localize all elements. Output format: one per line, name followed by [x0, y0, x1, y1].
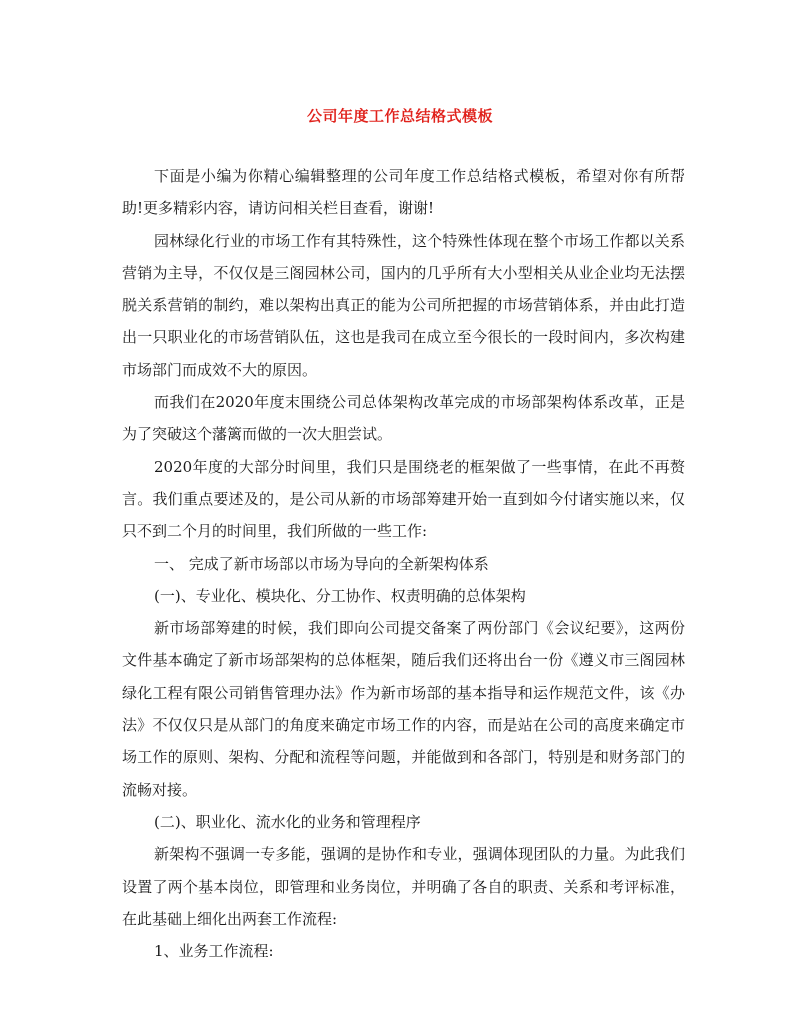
paragraph-positions: 新架构不强调一专多能，强调的是协作和专业，强调体现团队的力量。为此我们设置了两个基本岗位，即管理和业务岗位，并明确了各自的职责、关系和考评标准，在此基础上细化出两套工作流程: — [122, 845, 685, 928]
paragraph-reform: 而我们在2020年度末围绕公司总体架构改革完成的市场部架构体系改革，正是为了突破这个藩篱而做的一次大胆尝试。 — [122, 393, 685, 444]
document-body — [122, 160, 685, 967]
document-title: 公司年度工作总结格式模板 — [306, 107, 493, 125]
paragraph-framework: 新市场部筹建的时候，我们即向公司提交备案了两份部门《会议纪要》，这两份文件基本确定了新市场部架构的总体框架，随后我们还将出台一份《遵义市三阁园林绿化工程有限公司销售管理办法》作为新市场部的基本指导和运作规范文件，该《办法》不仅仅只是从部门的角度来确定市场工作的内容，而是站在公司的高度来确定市场工作的原则、架构、分配和流程等问题，并能做到和各部门，特别是和财务部门的流畅对接。 — [122, 619, 685, 799]
paragraph-industry: 园林绿化行业的市场工作有其特殊性，这个特殊性体现在整个市场工作都以关系营销为主导，不仅仅是三阁园林公司，国内的几乎所有大小型相关从业企业均无法摆脱关系营销的制约，难以架构出真正的能为公司所把握的市场营销体系，并由此打造出一只职业化的市场营销队伍，这也是我司在成立至今很长的一段时间内，多次构建市场部门而成效不大的原因。 — [122, 231, 685, 379]
subsection-heading-1: (一)、专业化、模块化、分工协作、权责明确的总体架构 — [154, 586, 526, 605]
paragraph-intro: 下面是小编为你精心编辑整理的公司年度工作总结格式模板，希望对你有所帮助!更多精彩内容，请访问相关栏目查看，谢谢! — [122, 167, 685, 218]
paragraph-year-review: 2020年度的大部分时间里，我们只是围绕老的框架做了一些事情，在此不再赘言。我们重点要述及的，是公司从新的市场部筹建开始一直到如今付诸实施以来，仅只不到二个月的时间里，我们所做的一些工作: — [122, 457, 685, 541]
section-heading-1: 一、 完成了新市场部以市场为导向的全新架构体系 — [154, 554, 489, 573]
list-item-workflow: 1、业务工作流程: — [154, 942, 274, 961]
subsection-heading-2: (二)、职业化、流水化的业务和管理程序 — [154, 812, 421, 831]
